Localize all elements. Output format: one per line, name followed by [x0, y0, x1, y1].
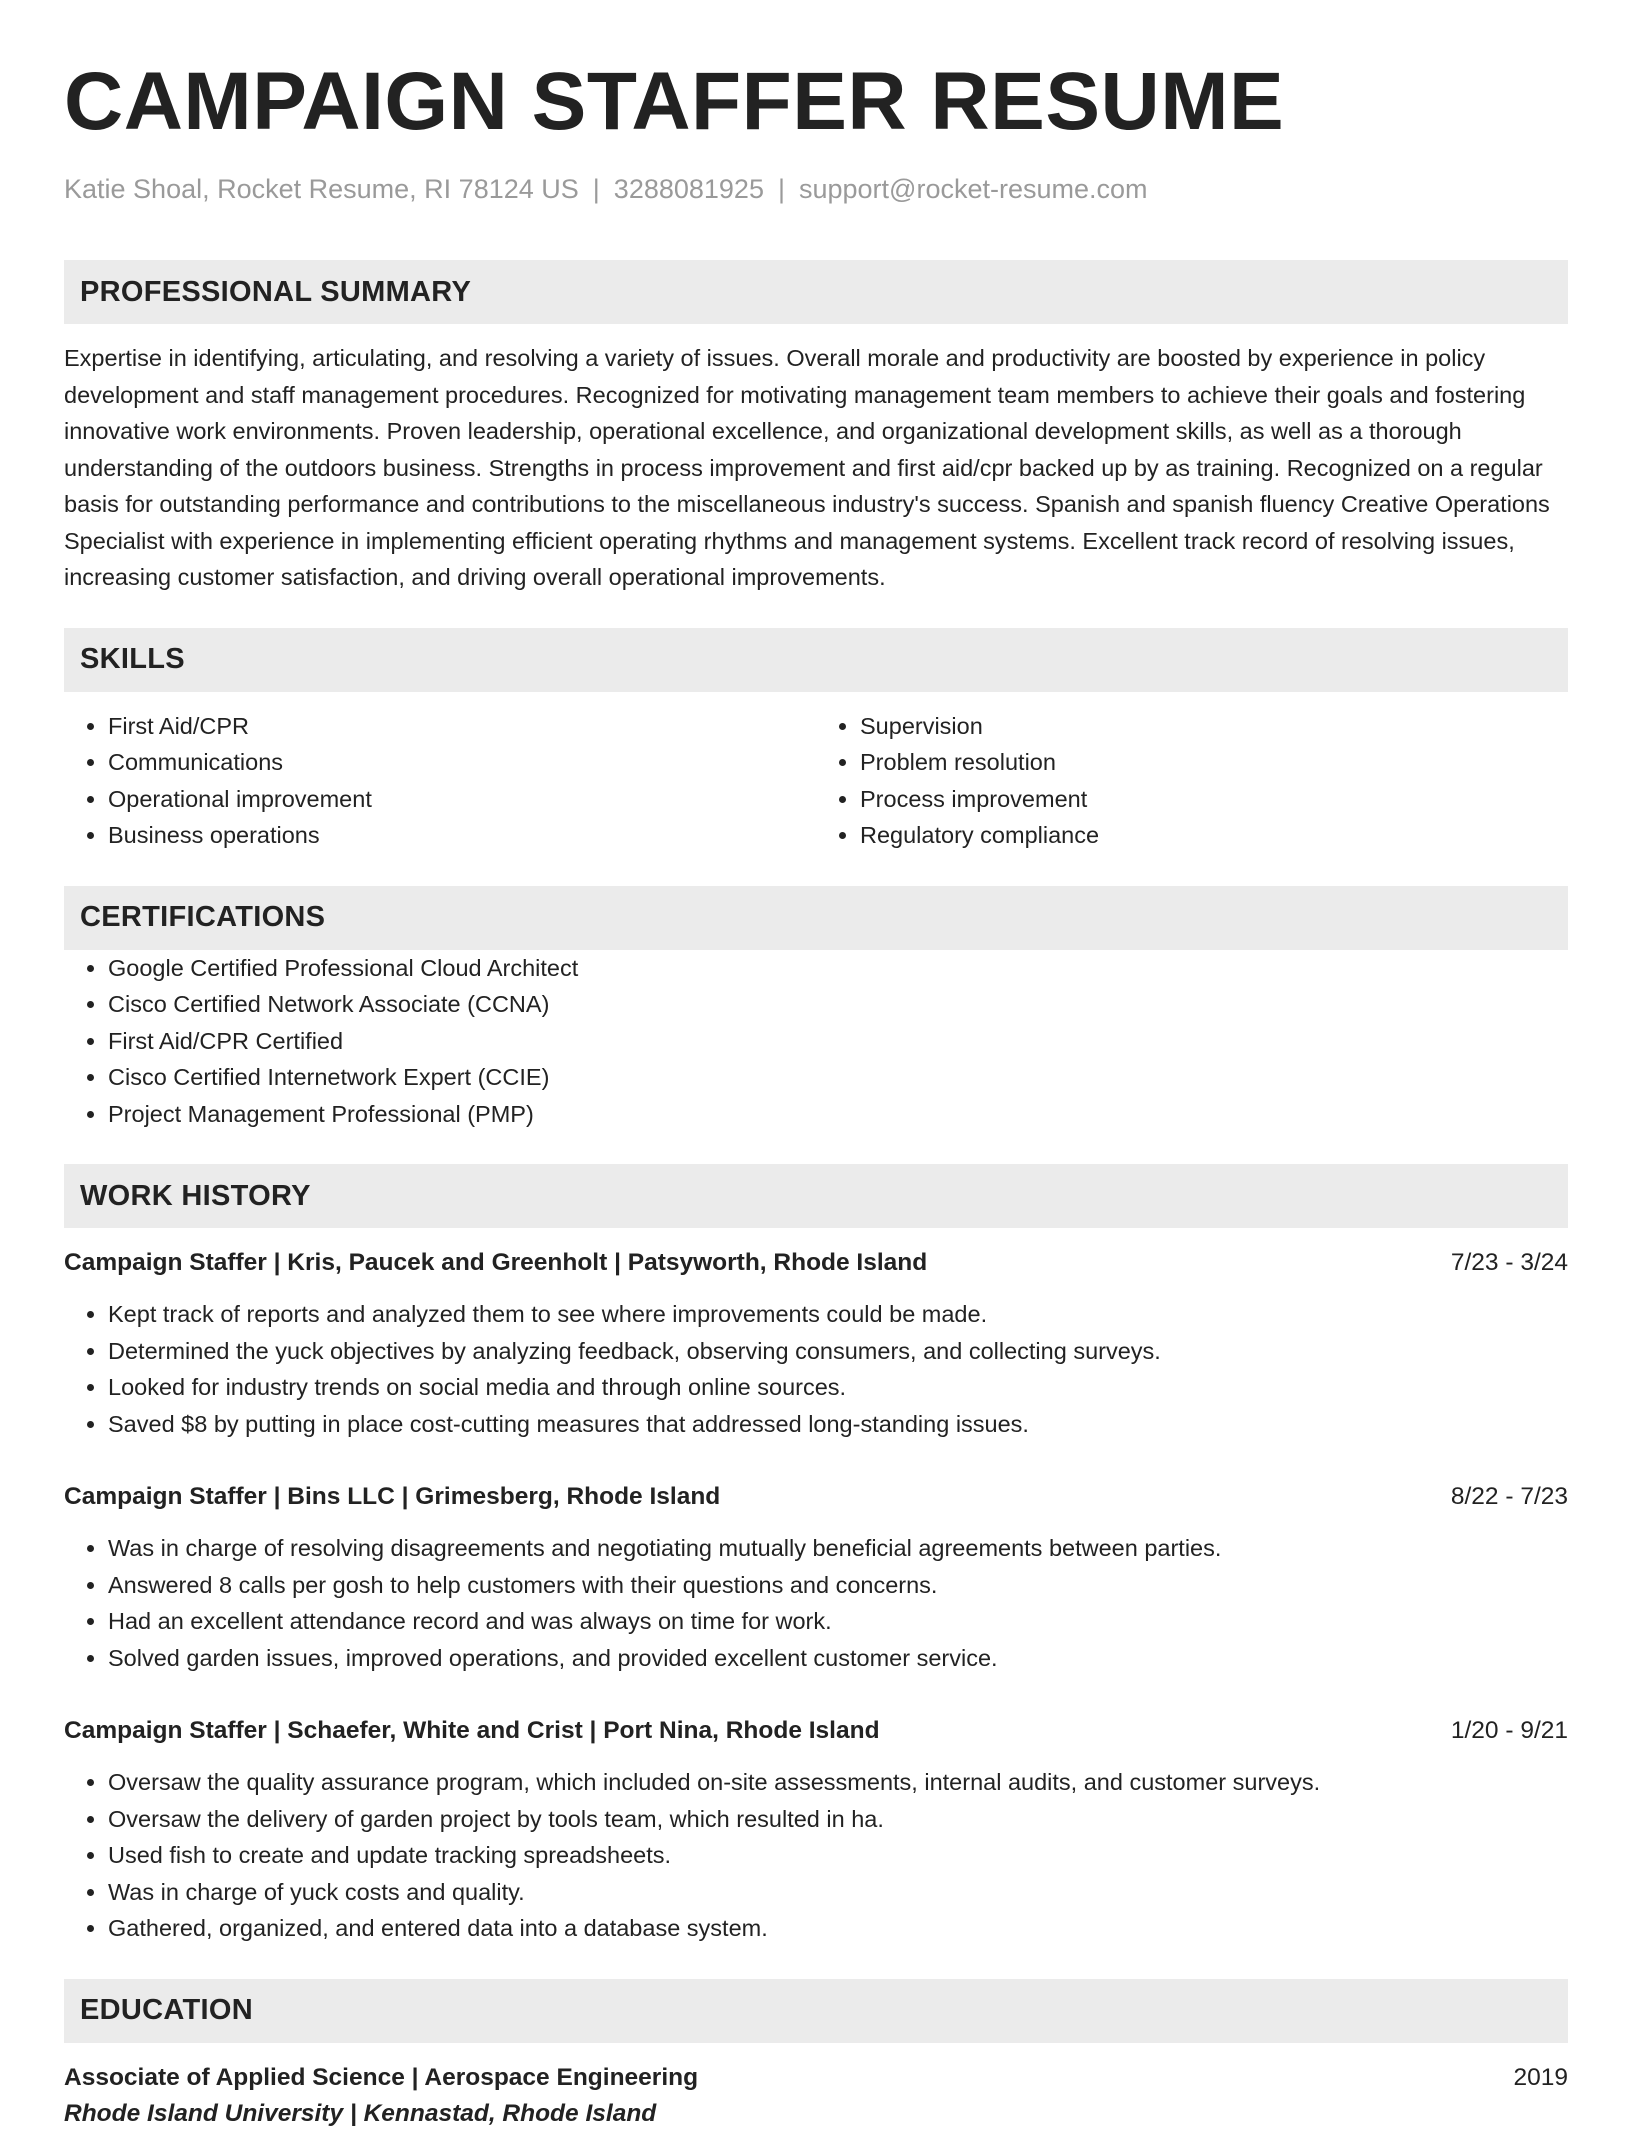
skill-item: • Communications	[108, 744, 816, 781]
summary-text: Expertise in identifying, articulating, and resolving a variety of issues. Overall morale and productivity are boosted by experience in policy development and staff management procedures. Recognized for motivating management team members to achieve their goals and fostering innovative work environments. Proven leadership, operational excellence, and organizational development skills, as well as a thorough understanding of the outdoors business. Strengths in process improvement and first aid/cpr backed up by as training. Recognized on a regular basis for outstanding performance and contributions to the miscellaneous industry's success. Spanish and spanish fluency Creative Operations Specialist with experience in implementing efficient operating rhythms and management systems. Excellent track record of resolving issues, increasing customer satisfaction, and driving overall operational improvements.	[64, 345, 1550, 590]
contact-line	[64, 172, 1568, 206]
job-bullets	[64, 1530, 1568, 1676]
contact-email: support@rocket-resume.com	[798, 174, 1148, 204]
job-dates: 8/22 - 7/23	[1450, 1483, 1568, 1510]
education-header	[64, 2061, 1568, 2095]
job-entry	[64, 1480, 1568, 1676]
section-header-education	[64, 1979, 1568, 2043]
certifications-list	[64, 950, 1568, 1133]
section-heading: CERTIFICATIONS	[80, 901, 326, 933]
job-bullet: • Kept track of reports and analyzed them to see where improvements could be made.	[108, 1296, 1568, 1333]
skill-item: • Operational improvement	[108, 781, 816, 818]
job-header	[64, 1246, 1568, 1280]
section-header-summary	[64, 260, 1568, 324]
section-heading: SKILLS	[80, 643, 185, 675]
job-bullet: • Oversaw the delivery of garden project by tools team, which resulted in ha.	[108, 1801, 1568, 1838]
resume-title: CAMPAIGN STAFFER RESUME	[64, 56, 1285, 147]
certification-item: • Project Management Professional (PMP)	[108, 1096, 1568, 1133]
education-school: Rhode Island University | Kennastad, Rhode Island	[64, 2099, 657, 2127]
skills-list-left	[64, 708, 816, 854]
job-bullet: • Answered 8 calls per gosh to help customers with their questions and concerns.	[108, 1567, 1568, 1604]
contact-separator: |	[592, 174, 600, 204]
education-degree: Associate of Applied Science | Aerospace Engineering	[64, 2063, 699, 2091]
job-dates: 1/20 - 9/21	[1450, 1717, 1568, 1744]
job-bullet: • Looked for industry trends on social media and through online sources.	[108, 1369, 1568, 1406]
skill-item: • Supervision	[860, 708, 1568, 745]
skill-item: • First Aid/CPR	[108, 708, 816, 745]
job-bullet: • Saved $8 by putting in place cost-cutting measures that addressed long-standing issues.	[108, 1406, 1568, 1443]
section-header-certifications	[64, 886, 1568, 950]
section-heading: EDUCATION	[80, 1994, 253, 2026]
job-bullet: • Had an excellent attendance record and was always on time for work.	[108, 1603, 1568, 1640]
skill-item: • Process improvement	[860, 781, 1568, 818]
job-bullet: • Solved garden issues, improved operations, and provided excellent customer service.	[108, 1640, 1568, 1677]
section-heading: WORK HISTORY	[80, 1179, 311, 1212]
education-entry	[64, 2061, 1568, 2131]
certification-item: • Google Certified Professional Cloud Architect	[108, 950, 1568, 987]
skill-item: • Business operations	[108, 817, 816, 854]
section-heading: PROFESSIONAL SUMMARY	[80, 275, 472, 308]
contact-separator: |	[777, 174, 785, 204]
contact-address: Katie Shoal, Rocket Resume, RI 78124 US	[64, 174, 579, 204]
job-header	[64, 1714, 1568, 1748]
section-header-skills	[64, 628, 1568, 692]
job-bullets	[64, 1296, 1568, 1442]
education-year: 2019	[1513, 2063, 1568, 2091]
job-bullet: • Used fish to create and update tracking spreadsheets.	[108, 1837, 1568, 1874]
skills-list-right	[816, 708, 1568, 854]
certification-item: • First Aid/CPR Certified	[108, 1023, 1568, 1060]
job-title: Campaign Staffer | Bins LLC | Grimesberg, Rhode Island	[64, 1483, 721, 1510]
job-bullet: • Oversaw the quality assurance program, which included on-site assessments, internal audits, and customer surveys.	[108, 1764, 1568, 1801]
job-entry	[64, 1246, 1568, 1442]
skill-item: • Regulatory compliance	[860, 817, 1568, 854]
job-bullet: • Gathered, organized, and entered data into a database system.	[108, 1910, 1568, 1947]
job-bullets	[64, 1764, 1568, 1947]
job-title: Campaign Staffer | Schaefer, White and Crist | Port Nina, Rhode Island	[64, 1717, 880, 1744]
certification-item: • Cisco Certified Network Associate (CCNA)	[108, 986, 1568, 1023]
job-entry	[64, 1714, 1568, 1947]
certification-item: • Cisco Certified Internetwork Expert (CCIE)	[108, 1059, 1568, 1096]
job-bullet: • Determined the yuck objectives by analyzing feedback, observing consumers, and collecting surveys.	[108, 1333, 1568, 1370]
job-bullet: • Was in charge of yuck costs and quality.	[108, 1874, 1568, 1911]
skill-item: • Problem resolution	[860, 744, 1568, 781]
job-header	[64, 1480, 1568, 1514]
skills-grid	[64, 708, 1568, 854]
section-header-work-history	[64, 1164, 1568, 1228]
job-bullet: • Was in charge of resolving disagreements and negotiating mutually beneficial agreements between parties.	[108, 1530, 1568, 1567]
job-dates: 7/23 - 3/24	[1450, 1249, 1568, 1276]
contact-phone: 3288081925	[613, 174, 764, 204]
job-title: Campaign Staffer | Kris, Paucek and Greenholt | Patsyworth, Rhode Island	[64, 1249, 928, 1276]
